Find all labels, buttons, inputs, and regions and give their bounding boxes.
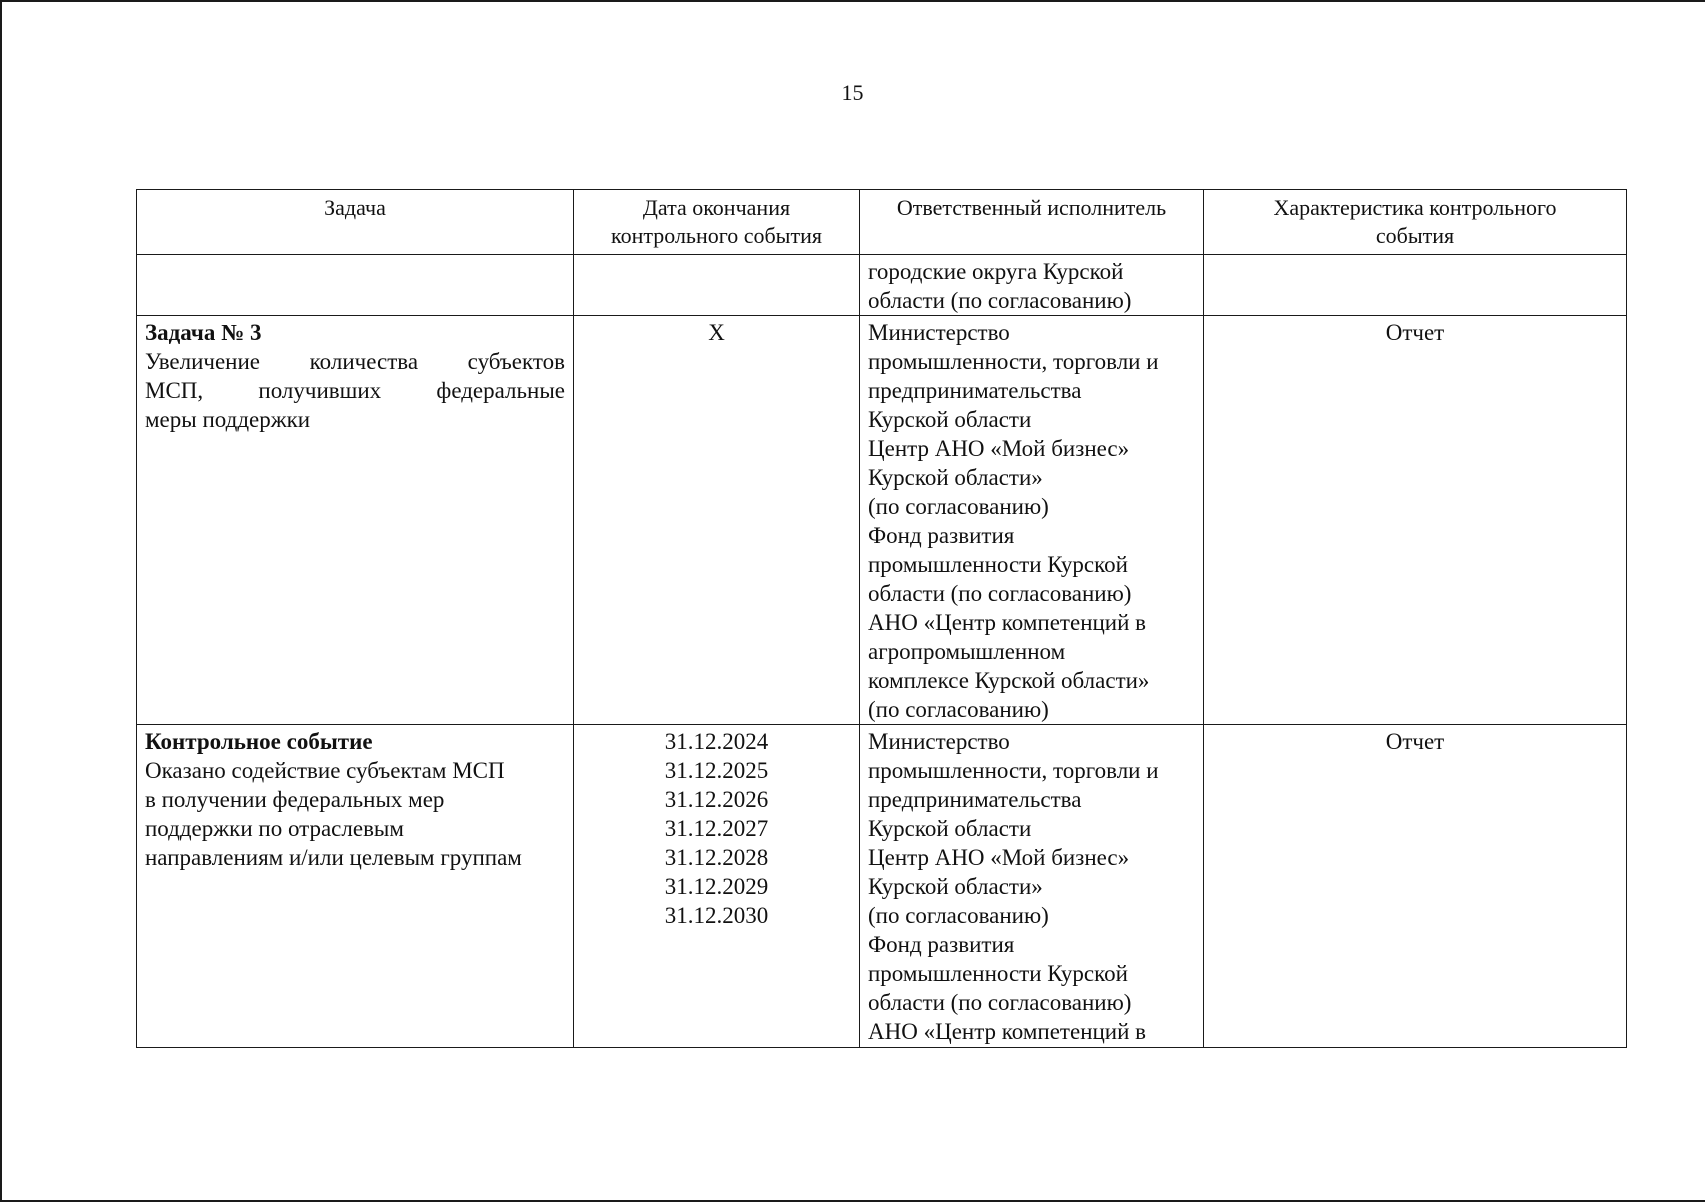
control-events-table bbox=[136, 189, 1627, 1048]
cell-characteristic bbox=[1204, 316, 1627, 725]
event-title: Контрольное событие bbox=[145, 729, 373, 754]
responsible-line: Курской области bbox=[868, 407, 1032, 432]
cell-characteristic-empty bbox=[1204, 255, 1627, 316]
page-number: 15 bbox=[841, 80, 864, 105]
responsible-line: Фонд развития bbox=[868, 932, 1015, 957]
cell-responsible bbox=[860, 255, 1204, 316]
characteristic-value: Отчет bbox=[1385, 729, 1445, 754]
cell-characteristic bbox=[1204, 725, 1627, 1048]
responsible-line: Министерство bbox=[868, 320, 1010, 345]
task-description-line: Увеличение количества субъектов bbox=[145, 349, 565, 374]
header-characteristic-line: Характеристика контрольного bbox=[1273, 195, 1557, 220]
table-row-control-event bbox=[137, 725, 1627, 1048]
responsible-line: (по согласованию) bbox=[868, 903, 1049, 928]
responsible-line: области (по согласованию) bbox=[868, 288, 1132, 313]
end-date-value: 31.12.2025 bbox=[664, 758, 769, 783]
responsible-line: промышленности Курской bbox=[868, 552, 1128, 577]
responsible-line: Курской области» bbox=[868, 465, 1043, 490]
responsible-line: (по согласованию) bbox=[868, 697, 1049, 722]
header-characteristic bbox=[1204, 190, 1627, 255]
cell-task-empty bbox=[137, 255, 574, 316]
responsible-line: комплексе Курской области» bbox=[868, 668, 1150, 693]
cell-responsible bbox=[860, 316, 1204, 725]
responsible-line: промышленности, торговли и bbox=[868, 349, 1159, 374]
responsible-line: городские округа Курской bbox=[868, 259, 1124, 284]
header-responsible bbox=[860, 190, 1204, 255]
responsible-line: предпринимательства bbox=[868, 378, 1082, 403]
end-date-value: 31.12.2024 bbox=[664, 729, 769, 754]
cell-date-empty bbox=[574, 255, 860, 316]
responsible-line: АНО «Центр компетенций в bbox=[868, 1019, 1147, 1044]
end-date-value: 31.12.2027 bbox=[664, 816, 769, 841]
characteristic-value: Отчет bbox=[1385, 320, 1445, 345]
end-date-value: 31.12.2026 bbox=[664, 787, 769, 812]
task-title: Задача № 3 bbox=[145, 320, 262, 345]
cell-task bbox=[137, 316, 574, 725]
responsible-line: (по согласованию) bbox=[868, 494, 1049, 519]
responsible-line: Центр АНО «Мой бизнес» bbox=[868, 436, 1130, 461]
header-end-date-line: контрольного события bbox=[611, 223, 822, 248]
header-end-date bbox=[574, 190, 860, 255]
cell-end-date bbox=[574, 316, 860, 725]
event-description-line: в получении федеральных мер bbox=[145, 787, 445, 812]
event-description-line: направлениям и/или целевым группам bbox=[145, 845, 522, 870]
cell-end-date bbox=[574, 725, 860, 1048]
header-task bbox=[137, 190, 574, 255]
responsible-line: области (по согласованию) bbox=[868, 581, 1132, 606]
event-description-line: Оказано содействие субъектам МСП bbox=[145, 758, 505, 783]
end-date-value: 31.12.2030 bbox=[664, 903, 769, 928]
header-characteristic-line: события bbox=[1375, 223, 1455, 248]
responsible-line: АНО «Центр компетенций в bbox=[868, 610, 1147, 635]
header-responsible-label: Ответственный исполнитель bbox=[896, 195, 1167, 220]
task-description-line: МСП, получивших федеральные bbox=[145, 378, 565, 403]
cell-task bbox=[137, 725, 574, 1048]
end-date-value: Х bbox=[708, 320, 725, 345]
responsible-line: предпринимательства bbox=[868, 787, 1082, 812]
end-date-value: 31.12.2029 bbox=[664, 874, 769, 899]
table-row-continuation bbox=[137, 255, 1627, 316]
header-task-label: Задача bbox=[324, 195, 386, 220]
header-end-date-line: Дата окончания bbox=[642, 195, 791, 220]
responsible-line: Фонд развития bbox=[868, 523, 1015, 548]
cell-responsible bbox=[860, 725, 1204, 1048]
responsible-line: агропромышленном bbox=[868, 639, 1066, 664]
responsible-line: Курской области bbox=[868, 816, 1032, 841]
task-description-line: меры поддержки bbox=[145, 407, 311, 432]
responsible-line: области (по согласованию) bbox=[868, 990, 1132, 1015]
table-row-task-3 bbox=[137, 316, 1627, 725]
responsible-line: промышленности, торговли и bbox=[868, 758, 1159, 783]
end-date-value: 31.12.2028 bbox=[664, 845, 769, 870]
responsible-line: промышленности Курской bbox=[868, 961, 1128, 986]
responsible-line: Министерство bbox=[868, 729, 1010, 754]
responsible-line: Курской области» bbox=[868, 874, 1043, 899]
table-header-row bbox=[137, 190, 1627, 255]
responsible-line: Центр АНО «Мой бизнес» bbox=[868, 845, 1130, 870]
event-description-line: поддержки по отраслевым bbox=[145, 816, 404, 841]
